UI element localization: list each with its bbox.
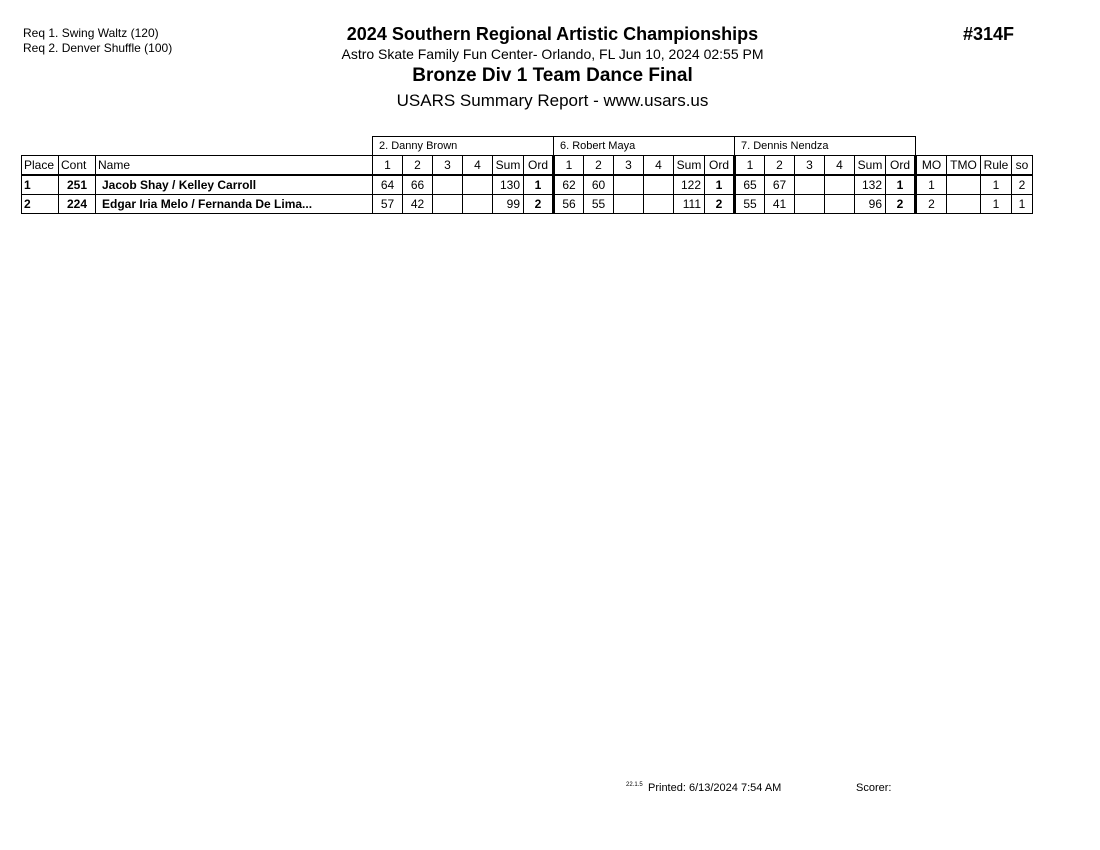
mark-cell: 42 <box>403 195 433 214</box>
col-mo: MO <box>916 156 947 176</box>
name-cell: Edgar Iria Melo / Fernanda De Lima... <box>96 195 373 214</box>
tmo-cell <box>947 195 981 214</box>
col-mark: 3 <box>433 156 463 176</box>
col-mark: 2 <box>765 156 795 176</box>
place-cell: 1 <box>22 175 59 195</box>
mark-cell <box>825 175 855 195</box>
ord-cell: 2 <box>524 195 554 214</box>
mark-cell: 64 <box>373 175 403 195</box>
mark-cell <box>433 175 463 195</box>
table-row <box>22 175 1033 195</box>
sum-cell: 132 <box>855 175 886 195</box>
mo-cell: 2 <box>916 195 947 214</box>
rule-cell: 1 <box>981 175 1012 195</box>
col-mark: 3 <box>795 156 825 176</box>
ord-cell: 2 <box>886 195 916 214</box>
so-cell: 2 <box>1012 175 1033 195</box>
judge-header: 2. Danny Brown <box>373 137 554 156</box>
sum-cell: 130 <box>493 175 524 195</box>
mark-cell <box>614 175 644 195</box>
mark-cell: 65 <box>735 175 765 195</box>
competition-title: 2024 Southern Regional Artistic Championships <box>346 24 759 44</box>
report-title: USARS Summary Report - www.usars.us <box>396 91 709 110</box>
col-ord: Ord <box>524 156 554 176</box>
table-row <box>22 195 1033 214</box>
mark-cell: 62 <box>554 175 584 195</box>
judge-header: 7. Dennis Nendza <box>735 137 916 156</box>
mark-cell <box>463 175 493 195</box>
sum-cell: 122 <box>674 175 705 195</box>
col-rule: Rule <box>981 156 1012 176</box>
requirement-2: Req 2. Denver Shuffle (100) <box>23 41 173 55</box>
col-mark: 4 <box>463 156 493 176</box>
judges-row <box>22 137 1033 156</box>
col-mark: 2 <box>584 156 614 176</box>
cont-cell: 251 <box>59 175 96 195</box>
mark-cell <box>433 195 463 214</box>
mark-cell <box>795 195 825 214</box>
place-cell: 2 <box>22 195 59 214</box>
col-mark: 1 <box>373 156 403 176</box>
col-mark: 1 <box>735 156 765 176</box>
mark-cell <box>614 195 644 214</box>
col-so: so <box>1012 156 1033 176</box>
rule-cell: 1 <box>981 195 1012 214</box>
mark-cell: 41 <box>765 195 795 214</box>
sum-cell: 96 <box>855 195 886 214</box>
col-tmo: TMO <box>947 156 981 176</box>
mark-cell: 67 <box>765 175 795 195</box>
ord-cell: 1 <box>524 175 554 195</box>
mark-cell <box>644 175 674 195</box>
event-number: #314F <box>963 24 1015 44</box>
col-mark: 1 <box>554 156 584 176</box>
col-place: Place <box>22 156 59 176</box>
col-sum: Sum <box>855 156 886 176</box>
so-cell: 1 <box>1012 195 1033 214</box>
col-cont: Cont <box>59 156 96 176</box>
col-name: Name <box>96 156 373 176</box>
sum-cell: 111 <box>674 195 705 214</box>
mo-cell: 1 <box>916 175 947 195</box>
scorer-label: Scorer: <box>856 782 892 794</box>
requirement-1: Req 1. Swing Waltz (120) <box>23 26 159 40</box>
mark-cell: 60 <box>584 175 614 195</box>
mark-cell: 57 <box>373 195 403 214</box>
mark-cell: 66 <box>403 175 433 195</box>
cont-cell: 224 <box>59 195 96 214</box>
col-mark: 3 <box>614 156 644 176</box>
summary-table <box>21 136 1033 214</box>
event-title: Bronze Div 1 Team Dance Final <box>412 65 693 86</box>
judge-header: 6. Robert Maya <box>554 137 735 156</box>
col-sum: Sum <box>493 156 524 176</box>
col-ord: Ord <box>886 156 916 176</box>
mark-cell: 55 <box>584 195 614 214</box>
col-mark: 4 <box>825 156 855 176</box>
mark-cell <box>795 175 825 195</box>
ord-cell: 1 <box>705 175 735 195</box>
tmo-cell <box>947 175 981 195</box>
sum-cell: 99 <box>493 195 524 214</box>
mark-cell <box>463 195 493 214</box>
col-mark: 4 <box>644 156 674 176</box>
name-cell: Jacob Shay / Kelley Carroll <box>96 175 373 195</box>
footer-code: 22.1.5 <box>626 782 643 788</box>
mark-cell <box>825 195 855 214</box>
col-ord: Ord <box>705 156 735 176</box>
ord-cell: 1 <box>886 175 916 195</box>
mark-cell <box>644 195 674 214</box>
col-sum: Sum <box>674 156 705 176</box>
col-mark: 2 <box>403 156 433 176</box>
mark-cell: 56 <box>554 195 584 214</box>
printed-timestamp: Printed: 6/13/2024 7:54 AM <box>648 782 782 794</box>
ord-cell: 2 <box>705 195 735 214</box>
column-header-row <box>22 156 1033 176</box>
mark-cell: 55 <box>735 195 765 214</box>
venue-line: Astro Skate Family Fun Center- Orlando, FL Jun 10, 2024 02:55 PM <box>341 46 764 62</box>
